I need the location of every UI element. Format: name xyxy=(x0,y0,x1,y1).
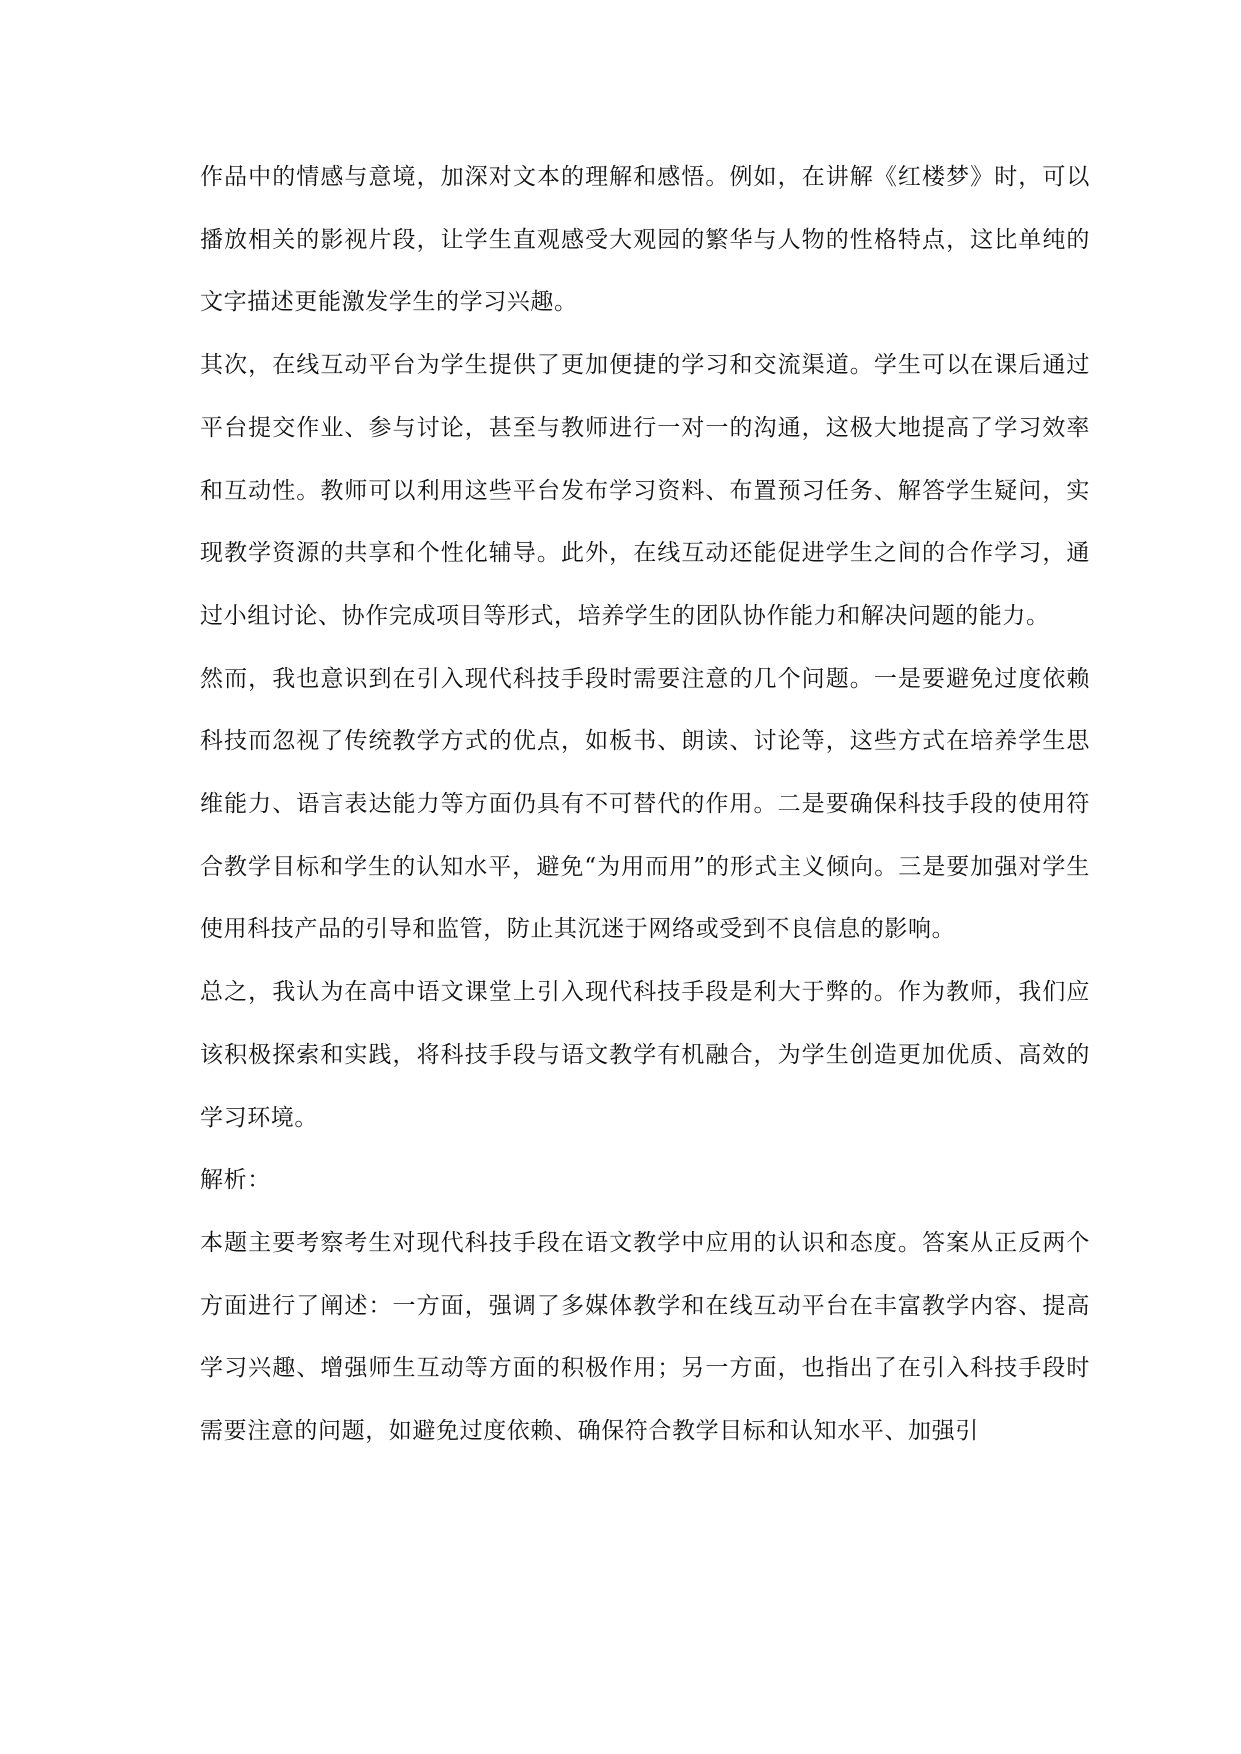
document-body xyxy=(200,146,1090,1463)
paragraph-concerns: 然而，我也意识到在引入现代科技手段时需要注意的几个问题。一是要避免过度依赖科技而忽视了传统教学方式的优点，如板书、朗读、讨论等，这些方式在培养学生思维能力、语言表达能力等方面仍具有不可替代的作用。二是要确保科技手段的使用符合教学目标和学生的认知水平，避免“为用而用”的形式主义倾向。三是要加强对学生使用科技产品的引导和监管，防止其沉迷于网络或受到不良信息的影响。 xyxy=(200,665,1090,943)
paragraph-analysis: 本题主要考察考生对现代科技手段在语文教学中应用的认识和态度。答案从正反两个方面进行了阐述：一方面，强调了多媒体教学和在线互动平台在丰富教学内容、提高学习兴趣、增强师生互动等方面的积极作用；另一方面，也指出了在引入科技手段时需要注意的问题，如避免过度依赖、确保符合教学目标和认知水平、加强引 xyxy=(200,1229,1090,1445)
paragraph-conclusion: 总之，我认为在高中语文课堂上引入现代科技手段是利大于弊的。作为教师，我们应该积极探索和实践，将科技手段与语文教学有机融合，为学生创造更加优质、高效的学习环境。 xyxy=(200,979,1090,1131)
paragraph-multimedia-example: 作品中的情感与意境，加深对文本的理解和感悟。例如，在讲解《红楼梦》时，可以播放相关的影视片段，让学生直观感受大观园的繁华与人物的性格特点，这比单纯的文字描述更能激发学生的学习兴趣。 xyxy=(200,164,1090,316)
paragraph-online-platform: 其次，在线互动平台为学生提供了更加便捷的学习和交流渠道。学生可以在课后通过平台提交作业、参与讨论，甚至与教师进行一对一的沟通，这极大地提高了学习效率和互动性。教师可以利用这些平台发布学习资料、布置预习任务、解答学生疑问，实现教学资源的共享和个性化辅导。此外，在线互动还能促进学生之间的合作学习，通过小组讨论、协作完成项目等形式，培养学生的团队协作能力和解决问题的能力。 xyxy=(200,352,1090,629)
analysis-heading: 解析： xyxy=(200,1167,271,1194)
